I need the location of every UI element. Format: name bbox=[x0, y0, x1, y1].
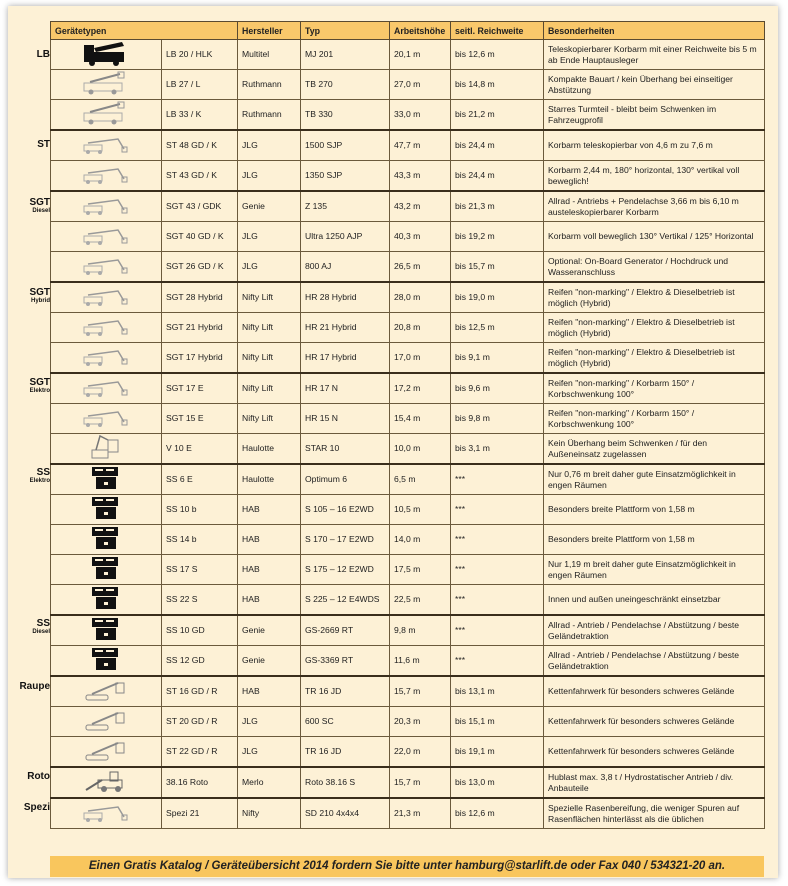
equipment-image-cell bbox=[51, 130, 162, 161]
manufacturer: Nifty Lift bbox=[238, 343, 301, 374]
group-name: Raupe bbox=[19, 681, 50, 693]
features: Kettenfahrwerk für besonders schweres Gelände bbox=[544, 676, 765, 707]
features: Reifen "non-marking" / Korbarm 150° / Korbschwenkung 100° bbox=[544, 373, 765, 404]
equipment-image-cell bbox=[51, 464, 162, 495]
manufacturer: JLG bbox=[238, 737, 301, 768]
telehandler-icon bbox=[78, 768, 134, 794]
group-label bbox=[8, 140, 50, 150]
equipment-code: SS 6 E bbox=[162, 464, 238, 495]
equipment-image-cell bbox=[51, 191, 162, 222]
model-type: TB 330 bbox=[301, 100, 390, 131]
features: Besonders breite Plattform von 1,58 m bbox=[544, 525, 765, 555]
working-height: 27,0 m bbox=[390, 70, 451, 100]
equipment-code: SGT 17 Hybrid bbox=[162, 343, 238, 374]
table-row bbox=[51, 373, 765, 404]
equipment-code: SGT 15 E bbox=[162, 404, 238, 434]
table-row bbox=[51, 676, 765, 707]
equipment-code: ST 22 GD / R bbox=[162, 737, 238, 768]
lateral-reach: bis 14,8 m bbox=[451, 70, 544, 100]
equipment-code: ST 43 GD / K bbox=[162, 161, 238, 192]
equipment-code: V 10 E bbox=[162, 434, 238, 465]
manufacturer: HAB bbox=[238, 585, 301, 616]
model-type: Z 135 bbox=[301, 191, 390, 222]
working-height: 17,0 m bbox=[390, 343, 451, 374]
features: Reifen "non-marking" / Elektro & Dieselbetrieb ist möglich (Hybrid) bbox=[544, 282, 765, 313]
crawler-lift-icon bbox=[78, 737, 134, 763]
working-height: 28,0 m bbox=[390, 282, 451, 313]
features: Teleskopierbarer Korbarm mit einer Reichweite bis 5 m ab Ende Hauptausleger bbox=[544, 40, 765, 70]
manufacturer: HAB bbox=[238, 495, 301, 525]
equipment-image-cell bbox=[51, 615, 162, 646]
working-height: 33,0 m bbox=[390, 100, 451, 131]
manufacturer: Nifty Lift bbox=[238, 373, 301, 404]
working-height: 11,6 m bbox=[390, 646, 451, 677]
equipment-image-cell bbox=[51, 737, 162, 768]
lateral-reach: *** bbox=[451, 646, 544, 677]
crawler-lift-icon bbox=[78, 707, 134, 733]
model-type: HR 21 Hybrid bbox=[301, 313, 390, 343]
group-label bbox=[8, 50, 50, 60]
features: Hublast max. 3,8 t / Hydrostatischer Antrieb / div. Anbauteile bbox=[544, 767, 765, 798]
manufacturer: JLG bbox=[238, 707, 301, 737]
boom-lift-icon bbox=[78, 374, 134, 400]
equipment-code: LB 27 / L bbox=[162, 70, 238, 100]
lateral-reach: *** bbox=[451, 585, 544, 616]
scissor-lift-icon bbox=[78, 616, 134, 642]
features: Kettenfahrwerk für besonders schweres Gelände bbox=[544, 737, 765, 768]
manufacturer: Haulotte bbox=[238, 434, 301, 465]
table-row bbox=[51, 585, 765, 616]
equipment-image-cell bbox=[51, 767, 162, 798]
lateral-reach: bis 21,2 m bbox=[451, 100, 544, 131]
group-label bbox=[8, 803, 50, 813]
equipment-image-cell bbox=[51, 373, 162, 404]
features: Allrad - Antrieb / Pendelachse / Abstützung / beste Geländetraktion bbox=[544, 615, 765, 646]
model-type: 1500 SJP bbox=[301, 130, 390, 161]
model-type: TR 16 JD bbox=[301, 676, 390, 707]
catalog-request-footer: Einen Gratis Katalog / Geräteübersicht 2014 fordern Sie bitte unter hamburg@starlift.de oder Fax 040 / 534321-20 an. bbox=[50, 856, 764, 877]
table-row bbox=[51, 404, 765, 434]
equipment-image-cell bbox=[51, 282, 162, 313]
equipment-image-cell bbox=[51, 585, 162, 616]
boom-lift-icon bbox=[78, 252, 134, 278]
group-subtype: Elektro bbox=[29, 478, 50, 485]
lateral-reach: *** bbox=[451, 525, 544, 555]
table-row bbox=[51, 737, 765, 768]
lateral-reach: bis 24,4 m bbox=[451, 161, 544, 192]
scissor-lift-icon bbox=[78, 585, 134, 611]
working-height: 9,8 m bbox=[390, 615, 451, 646]
lateral-reach: bis 19,2 m bbox=[451, 222, 544, 252]
table-row bbox=[51, 252, 765, 283]
model-type: Optimum 6 bbox=[301, 464, 390, 495]
model-type: GS-3369 RT bbox=[301, 646, 390, 677]
working-height: 10,5 m bbox=[390, 495, 451, 525]
model-type: Roto 38.16 S bbox=[301, 767, 390, 798]
manufacturer: Genie bbox=[238, 615, 301, 646]
boom-lift-icon bbox=[78, 192, 134, 218]
working-height: 40,3 m bbox=[390, 222, 451, 252]
model-type: Ultra 1250 AJP bbox=[301, 222, 390, 252]
boom-lift-icon bbox=[78, 283, 134, 309]
lateral-reach: bis 19,1 m bbox=[451, 737, 544, 768]
manufacturer: HAB bbox=[238, 525, 301, 555]
lateral-reach: bis 15,1 m bbox=[451, 707, 544, 737]
equipment-code: SGT 21 Hybrid bbox=[162, 313, 238, 343]
equipment-image-cell bbox=[51, 525, 162, 555]
features: Spezielle Rasenbereifung, die weniger Spuren auf Rasenflächen hinterlässt als die üblichen bbox=[544, 798, 765, 829]
working-height: 15,7 m bbox=[390, 767, 451, 798]
equipment-code: SS 12 GD bbox=[162, 646, 238, 677]
equipment-image-cell bbox=[51, 222, 162, 252]
model-type: STAR 10 bbox=[301, 434, 390, 465]
equipment-image-cell bbox=[51, 40, 162, 70]
equipment-code: SGT 17 E bbox=[162, 373, 238, 404]
lateral-reach: bis 21,3 m bbox=[451, 191, 544, 222]
model-type: 1350 SJP bbox=[301, 161, 390, 192]
group-subtype: Diesel bbox=[32, 628, 50, 635]
working-height: 20,8 m bbox=[390, 313, 451, 343]
manufacturer: Merlo bbox=[238, 767, 301, 798]
boom-lift-icon bbox=[78, 161, 134, 187]
table-header-row bbox=[51, 22, 765, 40]
model-type: TR 16 JD bbox=[301, 737, 390, 768]
table-row bbox=[51, 798, 765, 829]
table-row bbox=[51, 343, 765, 374]
equipment-code: SGT 26 GD / K bbox=[162, 252, 238, 283]
group-subtype: Diesel bbox=[32, 207, 50, 214]
boom-lift-icon bbox=[78, 131, 134, 157]
table-row bbox=[51, 161, 765, 192]
group-name: SS bbox=[36, 467, 50, 479]
table-row bbox=[51, 525, 765, 555]
features: Reifen "non-marking" / Korbarm 150° / Korbschwenkung 100° bbox=[544, 404, 765, 434]
scissor-lift-icon bbox=[78, 495, 134, 521]
features: Kompakte Bauart / kein Überhang bei einseitiger Abstützung bbox=[544, 70, 765, 100]
lateral-reach: bis 15,7 m bbox=[451, 252, 544, 283]
working-height: 15,4 m bbox=[390, 404, 451, 434]
lateral-reach: *** bbox=[451, 495, 544, 525]
manufacturer: JLG bbox=[238, 252, 301, 283]
equipment-code: SS 17 S bbox=[162, 555, 238, 585]
model-type: TB 270 bbox=[301, 70, 390, 100]
model-type: S 225 – 12 E4WDS bbox=[301, 585, 390, 616]
working-height: 20,1 m bbox=[390, 40, 451, 70]
table-row bbox=[51, 100, 765, 131]
working-height: 22,0 m bbox=[390, 737, 451, 768]
features: Korbarm teleskopierbar von 4,6 m zu 7,6 m bbox=[544, 130, 765, 161]
equipment-image-cell bbox=[51, 252, 162, 283]
equipment-code: 38.16 Roto bbox=[162, 767, 238, 798]
group-name: ST bbox=[37, 139, 50, 151]
group-name: SGT bbox=[29, 377, 50, 389]
working-height: 10,0 m bbox=[390, 434, 451, 465]
lateral-reach: bis 12,5 m bbox=[451, 313, 544, 343]
header-geraetetypen: Gerätetypen bbox=[51, 22, 238, 40]
equipment-image-cell bbox=[51, 313, 162, 343]
features: Kettenfahrwerk für besonders schweres Gelände bbox=[544, 707, 765, 737]
model-type: S 175 – 12 E2WD bbox=[301, 555, 390, 585]
model-type: HR 28 Hybrid bbox=[301, 282, 390, 313]
equipment-image-cell bbox=[51, 798, 162, 829]
features: Besonders breite Plattform von 1,58 m bbox=[544, 495, 765, 525]
crawler-lift-icon bbox=[78, 677, 134, 703]
working-height: 20,3 m bbox=[390, 707, 451, 737]
equipment-image-cell bbox=[51, 161, 162, 192]
header-arbeitshoehe: Arbeitshöhe bbox=[390, 22, 451, 40]
working-height: 43,3 m bbox=[390, 161, 451, 192]
working-height: 43,2 m bbox=[390, 191, 451, 222]
lateral-reach: bis 12,6 m bbox=[451, 798, 544, 829]
manufacturer: Genie bbox=[238, 646, 301, 677]
manufacturer: HAB bbox=[238, 676, 301, 707]
lateral-reach: bis 12,6 m bbox=[451, 40, 544, 70]
manufacturer: Ruthmann bbox=[238, 100, 301, 131]
table-row bbox=[51, 434, 765, 465]
vertical-lift-icon bbox=[78, 434, 134, 460]
lateral-reach: bis 9,8 m bbox=[451, 404, 544, 434]
manufacturer: Genie bbox=[238, 191, 301, 222]
table-row bbox=[51, 707, 765, 737]
group-name: Roto bbox=[27, 771, 50, 783]
group-name: SS bbox=[36, 617, 50, 629]
manufacturer: Nifty bbox=[238, 798, 301, 829]
manufacturer: JLG bbox=[238, 222, 301, 252]
group-subtype: Elektro bbox=[29, 388, 50, 395]
model-type: GS-2669 RT bbox=[301, 615, 390, 646]
equipment-image-cell bbox=[51, 434, 162, 465]
manufacturer: Multitel bbox=[238, 40, 301, 70]
equipment-code: SGT 43 / GDK bbox=[162, 191, 238, 222]
equipment-code: SGT 28 Hybrid bbox=[162, 282, 238, 313]
equipment-code: LB 20 / HLK bbox=[162, 40, 238, 70]
header-reichweite: seitl. Reichweite bbox=[451, 22, 544, 40]
equipment-code: SS 14 b bbox=[162, 525, 238, 555]
equipment-code: SS 10 GD bbox=[162, 615, 238, 646]
boom-lift-icon bbox=[78, 343, 134, 369]
manufacturer: JLG bbox=[238, 130, 301, 161]
working-height: 21,3 m bbox=[390, 798, 451, 829]
group-label bbox=[8, 288, 50, 305]
equipment-code: ST 48 GD / K bbox=[162, 130, 238, 161]
working-height: 14,0 m bbox=[390, 525, 451, 555]
features: Innen und außen uneingeschränkt einsetzbar bbox=[544, 585, 765, 616]
group-name: Spezi bbox=[23, 801, 50, 813]
equipment-code: SS 22 S bbox=[162, 585, 238, 616]
equipment-code: ST 16 GD / R bbox=[162, 676, 238, 707]
model-type: HR 15 N bbox=[301, 404, 390, 434]
table-row bbox=[51, 646, 765, 677]
truck-lift-icon bbox=[78, 70, 134, 96]
features: Kein Überhang beim Schwenken / für den Außeneinsatz zugelassen bbox=[544, 434, 765, 465]
table-row bbox=[51, 282, 765, 313]
manufacturer: HAB bbox=[238, 555, 301, 585]
table-row bbox=[51, 130, 765, 161]
scissor-lift-icon bbox=[78, 646, 134, 672]
equipment-code: SGT 40 GD / K bbox=[162, 222, 238, 252]
lateral-reach: bis 24,4 m bbox=[451, 130, 544, 161]
header-besonderheiten: Besonderheiten bbox=[544, 22, 765, 40]
equipment-image-cell bbox=[51, 70, 162, 100]
group-label bbox=[8, 468, 50, 485]
lateral-reach: bis 9,1 m bbox=[451, 343, 544, 374]
table-row bbox=[51, 555, 765, 585]
model-type: S 170 – 17 E2WD bbox=[301, 525, 390, 555]
lateral-reach: bis 9,6 m bbox=[451, 373, 544, 404]
group-label bbox=[8, 619, 50, 636]
boom-lift-icon bbox=[78, 313, 134, 339]
table-row bbox=[51, 40, 765, 70]
equipment-code: Spezi 21 bbox=[162, 798, 238, 829]
equipment-image-cell bbox=[51, 404, 162, 434]
table-row bbox=[51, 615, 765, 646]
scissor-lift-icon bbox=[78, 525, 134, 551]
table-row bbox=[51, 313, 765, 343]
lateral-reach: *** bbox=[451, 555, 544, 585]
lateral-reach: bis 13,1 m bbox=[451, 676, 544, 707]
group-label bbox=[8, 772, 50, 782]
lateral-reach: bis 3,1 m bbox=[451, 434, 544, 465]
equipment-table bbox=[50, 21, 765, 829]
scissor-lift-icon bbox=[78, 555, 134, 581]
working-height: 15,7 m bbox=[390, 676, 451, 707]
table-row bbox=[51, 222, 765, 252]
table-row bbox=[51, 495, 765, 525]
lateral-reach: *** bbox=[451, 464, 544, 495]
manufacturer: JLG bbox=[238, 161, 301, 192]
equipment-image-cell bbox=[51, 343, 162, 374]
group-name: SGT bbox=[29, 196, 50, 208]
group-name: SGT bbox=[29, 286, 50, 298]
features: Reifen "non-marking" / Elektro & Dieselbetrieb ist möglich (Hybrid) bbox=[544, 343, 765, 374]
features: Starres Turmteil - bleibt beim Schwenken im Fahrzeugprofil bbox=[544, 100, 765, 131]
table-row bbox=[51, 767, 765, 798]
features: Allrad - Antriebs + Pendelachse 3,66 m bis 6,10 m austeleskopierbarer Korbarm bbox=[544, 191, 765, 222]
equipment-code: ST 20 GD / R bbox=[162, 707, 238, 737]
manufacturer: Haulotte bbox=[238, 464, 301, 495]
model-type: 600 SC bbox=[301, 707, 390, 737]
group-label bbox=[8, 198, 50, 215]
model-type: SD 210 4x4x4 bbox=[301, 798, 390, 829]
equipment-code: SS 10 b bbox=[162, 495, 238, 525]
group-subtype: Hybrid bbox=[30, 297, 50, 304]
boom-lift-icon bbox=[78, 404, 134, 430]
equipment-image-cell bbox=[51, 676, 162, 707]
equipment-image-cell bbox=[51, 707, 162, 737]
truck-lift-dark-icon bbox=[78, 40, 134, 66]
working-height: 17,5 m bbox=[390, 555, 451, 585]
boom-lift-icon bbox=[78, 799, 134, 825]
model-type: S 105 – 16 E2WD bbox=[301, 495, 390, 525]
working-height: 6,5 m bbox=[390, 464, 451, 495]
features: Korbarm 2,44 m, 180° horizontal, 130° vertikal voll beweglich! bbox=[544, 161, 765, 192]
scissor-lift-icon bbox=[78, 465, 134, 491]
lateral-reach: bis 13,0 m bbox=[451, 767, 544, 798]
table-row bbox=[51, 191, 765, 222]
header-typ: Typ bbox=[301, 22, 390, 40]
header-hersteller: Hersteller bbox=[238, 22, 301, 40]
features: Korbarm voll beweglich 130° Vertikal / 125° Horizontal bbox=[544, 222, 765, 252]
table-row bbox=[51, 464, 765, 495]
equipment-image-cell bbox=[51, 495, 162, 525]
truck-lift-icon bbox=[78, 100, 134, 126]
working-height: 22,5 m bbox=[390, 585, 451, 616]
manufacturer: Nifty Lift bbox=[238, 282, 301, 313]
manufacturer: Nifty Lift bbox=[238, 313, 301, 343]
equipment-image-cell bbox=[51, 646, 162, 677]
lateral-reach: bis 19,0 m bbox=[451, 282, 544, 313]
equipment-image-cell bbox=[51, 555, 162, 585]
features: Nur 0,76 m breit daher gute Einsatzmöglichkeit in engen Räumen bbox=[544, 464, 765, 495]
working-height: 26,5 m bbox=[390, 252, 451, 283]
boom-lift-icon bbox=[78, 222, 134, 248]
working-height: 47,7 m bbox=[390, 130, 451, 161]
features: Optional: On-Board Generator / Hochdruck und Wasseranschluss bbox=[544, 252, 765, 283]
manufacturer: Ruthmann bbox=[238, 70, 301, 100]
model-type: MJ 201 bbox=[301, 40, 390, 70]
equipment-code: LB 33 / K bbox=[162, 100, 238, 131]
working-height: 17,2 m bbox=[390, 373, 451, 404]
features: Nur 1,19 m breit daher gute Einsatzmöglichkeit in engen Räumen bbox=[544, 555, 765, 585]
table-row bbox=[51, 70, 765, 100]
model-type: 800 AJ bbox=[301, 252, 390, 283]
lateral-reach: *** bbox=[451, 615, 544, 646]
group-label bbox=[8, 378, 50, 395]
group-label bbox=[8, 682, 50, 692]
model-type: HR 17 Hybrid bbox=[301, 343, 390, 374]
model-type: HR 17 N bbox=[301, 373, 390, 404]
features: Allrad - Antrieb / Pendelachse / Abstützung / beste Geländetraktion bbox=[544, 646, 765, 677]
equipment-image-cell bbox=[51, 100, 162, 131]
group-name: LB bbox=[36, 49, 50, 60]
manufacturer: Nifty Lift bbox=[238, 404, 301, 434]
features: Reifen "non-marking" / Elektro & Dieselbetrieb ist möglich (Hybrid) bbox=[544, 313, 765, 343]
catalog-sheet bbox=[8, 6, 778, 878]
